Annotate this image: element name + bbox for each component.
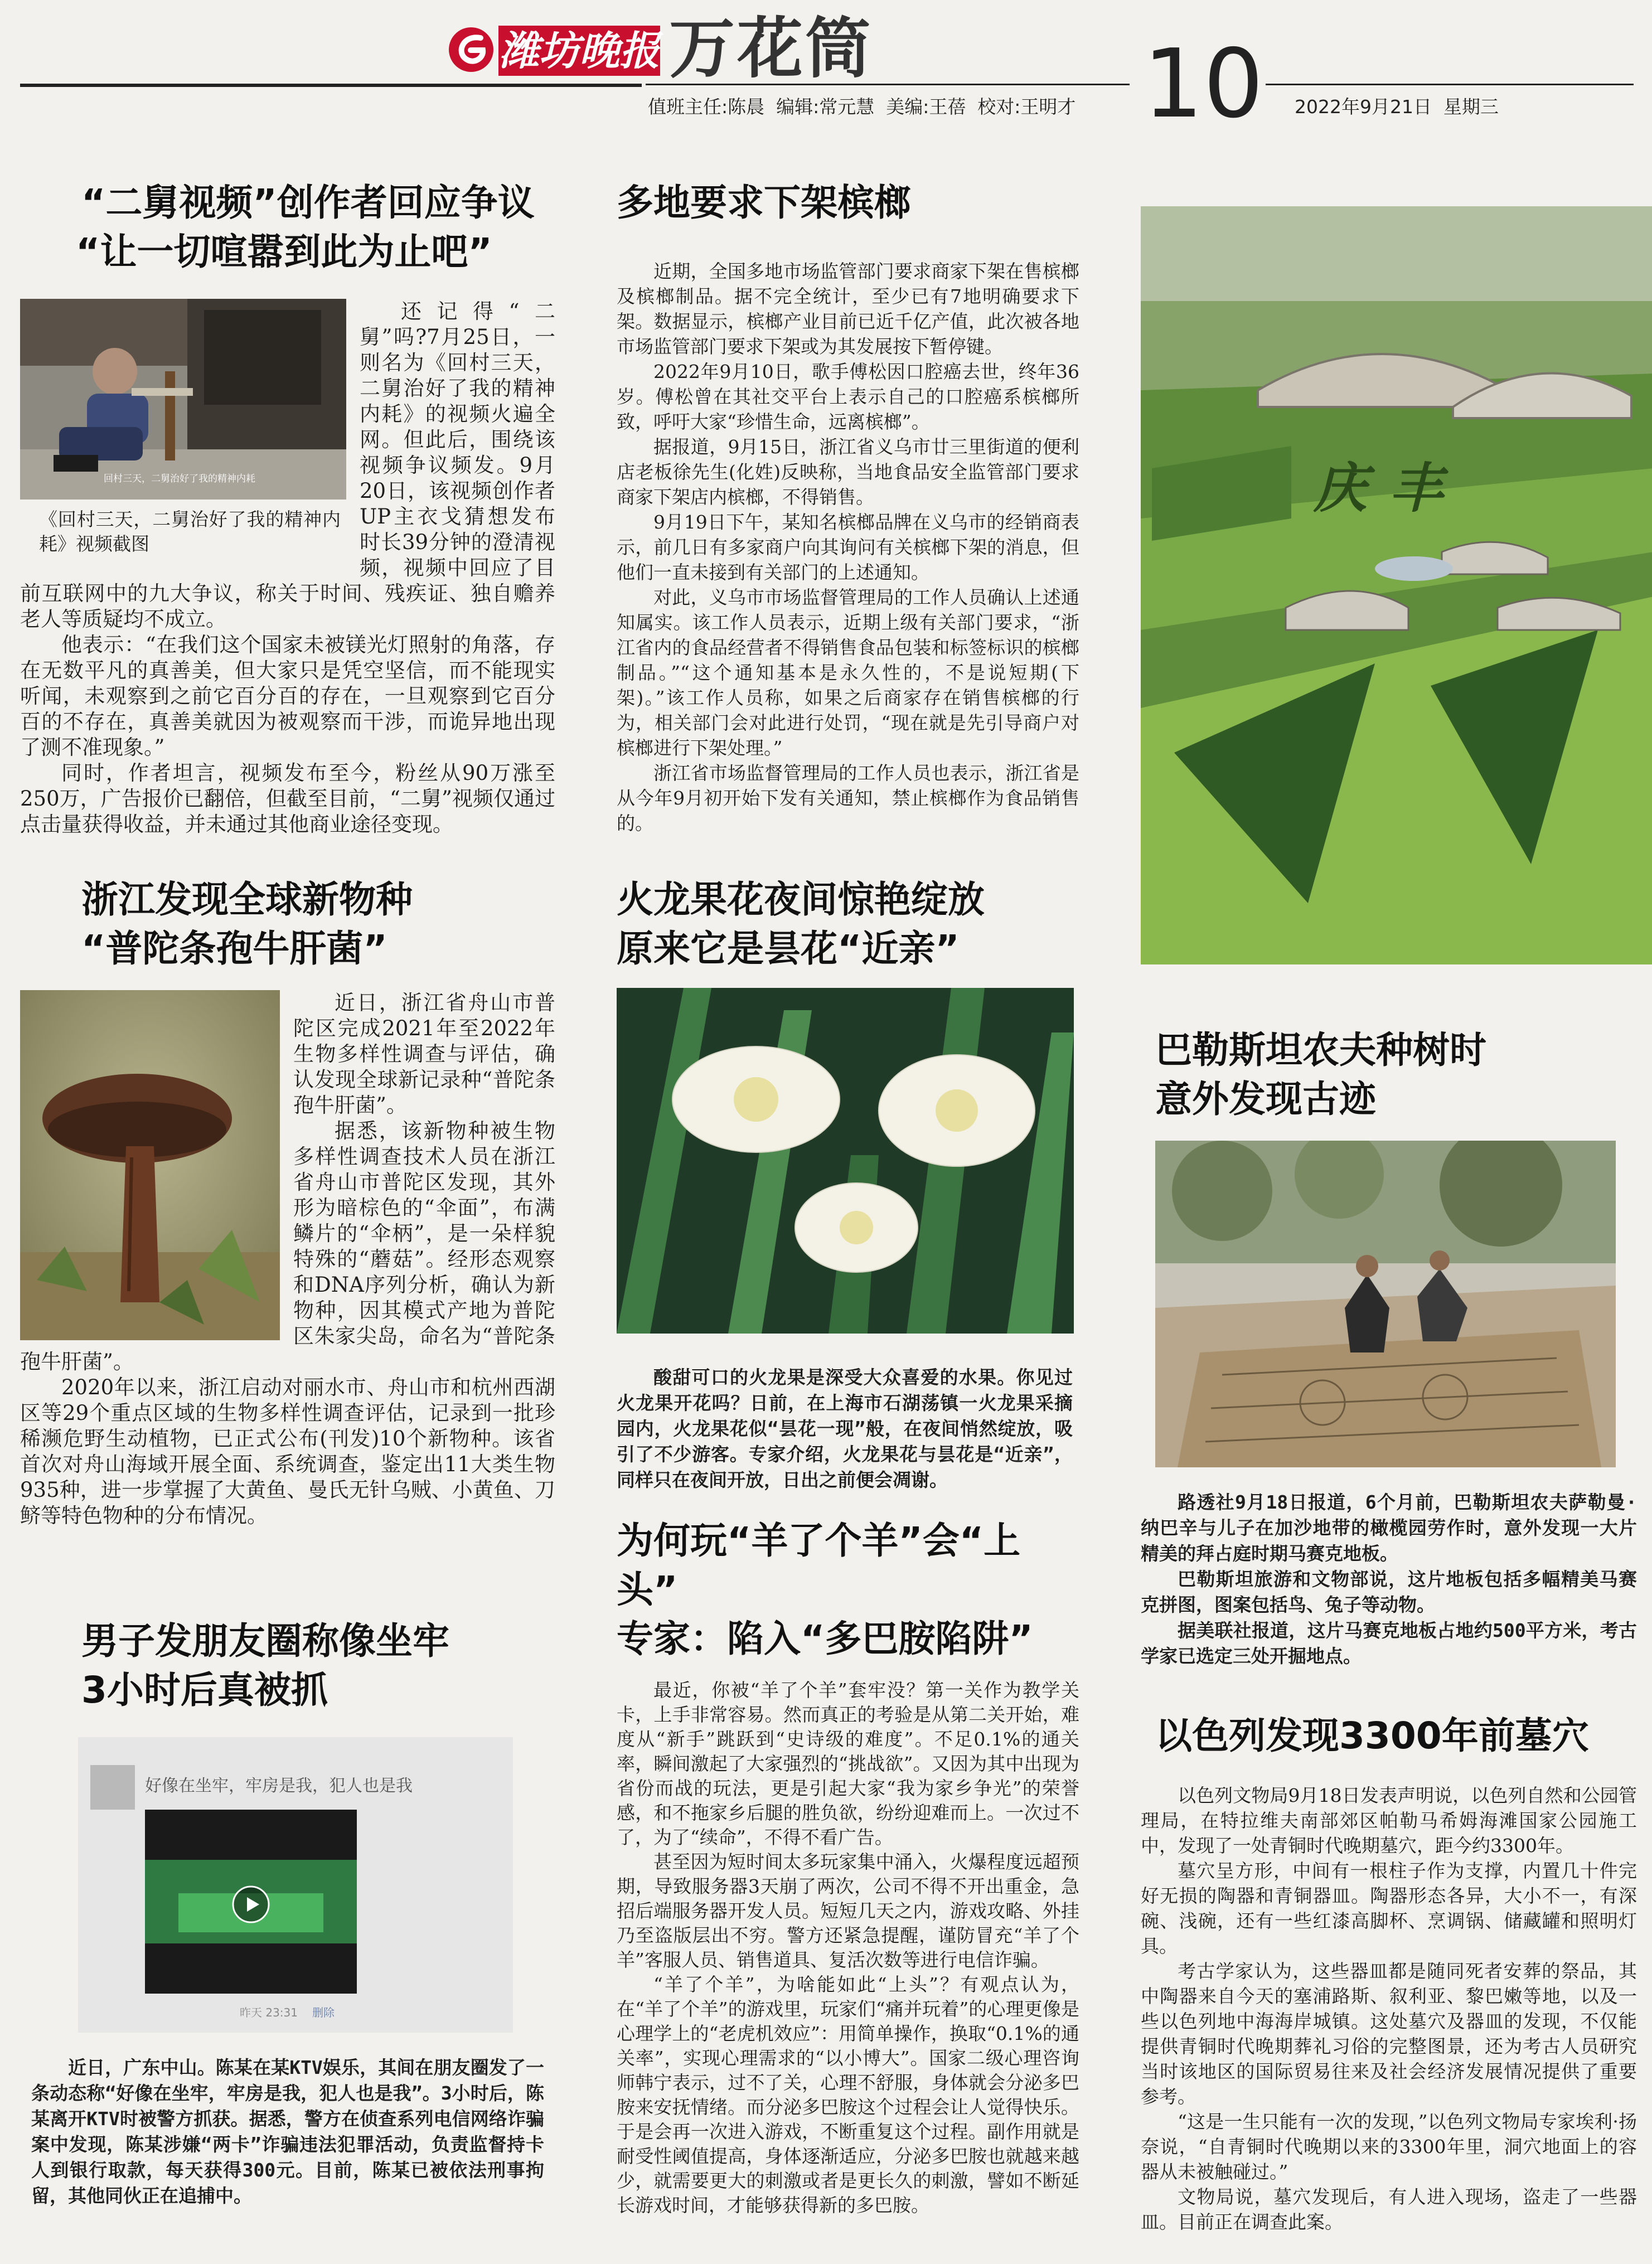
article-erjiu — [20, 178, 555, 837]
paragraph: 对此，义乌市市场监督管理局的工作人员确认上述通知属实。该工作人员表示，近期上级有关部门要求，“浙江省内的食品经营者不得销售食品包装和标签标识的槟榔制品。”“这个通知基本是永久性的，不是说短期(下架)。”该工作人员称，如果之后商家存在销售槟榔的行为，相关部门会对此进行处罚，“现在就是先引导商户对槟榔进行下架处理。” — [617, 586, 1079, 759]
paragraph: 2022年9月10日，歌手傅松因口腔癌去世，终年36岁。傅松曾在其社交平台上表示自己的口腔癌系槟榔所致，呼吁大家“珍惜生命，远离槟榔”。 — [617, 361, 1079, 433]
headline-line2: “让一切喧嚣到此为止吧” — [76, 230, 492, 273]
page-number: 10 — [1143, 29, 1264, 139]
paragraph: 以色列文物局9月18日发表声明说，以色列自然和公园管理局，在特拉维夫南部郊区帕勒马希姆海滩国家公园施工中，发现了一处青铜时代晚期墓穴，距今约3300年。 — [1141, 1785, 1637, 1856]
paragraph: 还记得“二舅”吗?7月25日，一则名为《回村三天，二舅治好了我的精神内耗》的视频火遍全网。但此后，围绕该视频争议频发。9月20日，该视频创作者UP主衣戈猜想发布时长39分钟的澄清视频，视频中回应了目前互联网中的九大争议，称关于时间、残疾证、独自赡养老人等质疑均不成立。 — [20, 299, 555, 631]
video-screenshot-figure — [20, 299, 346, 556]
headline-line2: 专家：陷入“多巴胺陷阱” — [617, 1617, 1033, 1660]
video-screenshot-photo — [20, 299, 346, 500]
aerial-field-photo — [1141, 206, 1652, 964]
paragraph: 墓穴呈方形，中间有一根柱子作为支撑，内置几十件完好无损的陶器和青铜器皿。陶器形态各异，大小不一，有深碗、浅碗，还有一些红漆高脚杯、烹调锅、储藏罐和照明灯具。 — [1141, 1860, 1637, 1957]
article-body — [1141, 1783, 1637, 2234]
paragraph: 酸甜可口的火龙果是深受大众喜爱的水果。你见过火龙果开花吗？日前，在上海市石湖荡镇一火龙果采摘园内，火龙果花似“昙花一现”般，在夜间悄然绽放，吸引了不少游客。专家介绍，火龙果花与昙花是“近亲”，同样只在夜间开放，日出之前便会凋谢。 — [617, 1366, 1073, 1491]
paper-logo-icon — [446, 25, 496, 75]
article-moments — [20, 1617, 555, 2209]
paragraph: 据美联社报道，这片马赛克地板占地约500平方米，考古学家已选定三处开掘地点。 — [1141, 1620, 1637, 1667]
paragraph: 巴勒斯坦旅游和文物部说，这片地板包括多幅精美马赛克拼图，图案包括鸟、兔子等动物。 — [1141, 1568, 1637, 1616]
article-pitaya-flower — [617, 875, 1079, 1493]
paragraph: 同时，作者坦言，视频发布至今，粉丝从90万涨至250万，广告报价已翻倍，但截至目前，“二舅”视频仅通过点击量获得收益，并未通过其他商业途径变现。 — [20, 761, 555, 836]
paragraph: 文物局说，墓穴发现后，有人进入现场，盗走了一些器皿。目前正在调查此案。 — [1141, 2186, 1637, 2233]
pitaya-flower-photo — [617, 988, 1074, 1334]
headline-line2: 3小时后真被抓 — [81, 1669, 328, 1712]
article-body — [20, 990, 555, 1529]
headline-line1: 为何玩“羊了个羊”会“上头” — [617, 1519, 1021, 1611]
mushroom-photo — [20, 990, 280, 1340]
article-body — [617, 1678, 1079, 2218]
paragraph: 他表示：“在我们这个国家未被镁光灯照射的角落，存在无数平凡的真善美，但大家只是凭空坚信，而不能现实听闻，未观察到之前它百分百的存在，一旦观察到它百分百的不存在，真善美就因为被观察而干涉，而诡异地出现了测不准现象。” — [20, 633, 555, 759]
field-text: 庆丰 — [1310, 457, 1478, 520]
header-rule-left — [20, 84, 642, 87]
video-watermark: 回村三天，二舅治好了我的精神内耗 — [104, 473, 255, 484]
article-mushroom — [20, 875, 555, 1529]
article-body — [20, 2055, 555, 2209]
article-body — [617, 259, 1079, 836]
article-sheep-game — [617, 1516, 1079, 2218]
paragraph: 路透社9月18日报道，6个月前，巴勒斯坦农夫萨勒曼·纳巴辛与儿子在加沙地带的橄榄园劳作时，意外发现一大片精美的拜占庭时期马赛克地板。 — [1141, 1491, 1637, 1564]
headline-line1: 火龙果花夜间惊艳绽放 — [617, 878, 985, 921]
post-time: 昨天 23:31 — [240, 2006, 298, 2019]
paper-name: 潍坊晚报 — [498, 26, 660, 76]
headline: 多地要求下架槟榔 — [617, 181, 911, 224]
mosaic-dig-photo — [1155, 1141, 1616, 1467]
paragraph: 近期，全国多地市场监管部门要求商家下架在售槟榔及槟榔制品。据不完全统计，至少已有7地明确要求下架。数据显示，槟榔产业目前已近千亿产值，此次被各地市场监管部门要求下架或为其发展按下暂停键。 — [617, 260, 1079, 357]
masthead — [0, 0, 1652, 139]
issue-date: 2022年9月21日 星期三 — [1295, 96, 1499, 118]
section-name: 万花筒 — [669, 10, 874, 87]
headline-line1: 浙江发现全球新物种 — [81, 878, 413, 921]
headline-line2: “普陀条孢牛肝菌” — [81, 927, 387, 970]
paragraph: 浙江省市场监督管理局的工作人员也表示，浙江省是从今年9月初开始下发有关通知，禁止槟榔作为食品销售的。 — [617, 762, 1079, 834]
delete-link[interactable]: 删除 — [312, 2006, 335, 2019]
paragraph: 近日，浙江省舟山市普陀区完成2021年至2022年生物多样性调查与评估，确认发现全球新记录种“普陀条孢牛肝菌”。 — [293, 991, 555, 1117]
paragraph: “这是一生只能有一次的发现，”以色列文物局专家埃利·扬奈说，“自青铜时代晚期以来的3300年里，洞穴地面上的容器从未被触碰过。” — [1141, 2111, 1637, 2183]
paragraph: 甚至因为短时间太多玩家集中涌入，火爆程度远超预期，导致服务器3天崩了两次，公司不得不开出重金，急招后端服务器开发人员。短短几天之内，游戏攻略、外挂乃至盗版层出不穷。警方还紧急提醒，谨防冒充“羊了个羊”客服人员、销售道具、复活次数等进行电信诈骗。 — [617, 1851, 1079, 1971]
article-body — [1141, 1490, 1637, 1669]
avatar — [90, 1765, 135, 1810]
photo-caption: 《回村三天，二舅治好了我的精神内耗》视频截图 — [39, 508, 341, 555]
article-israel-tomb — [1141, 1712, 1637, 2234]
article-betel-nut — [617, 178, 1079, 836]
video-thumbnail — [145, 1810, 357, 1994]
play-icon[interactable] — [231, 1885, 270, 1924]
headline-line1: 巴勒斯坦农夫种树时 — [1155, 1029, 1486, 1072]
article-palestine — [1141, 1026, 1637, 1669]
headline-line2: 意外发现古迹 — [1155, 1078, 1376, 1121]
headline: 以色列发现3300年前墓穴 — [1155, 1714, 1589, 1757]
headline-line1: “二舅视频”创作者回应争议 — [81, 181, 535, 224]
staff-line: 值班主任:陈晨 编辑:常元慧 美编:王蓓 校对:王明才 — [648, 96, 1076, 118]
phone-screenshot-photo — [78, 1737, 513, 2033]
paragraph: 最近，你被“羊了个羊”套牢没？第一关作为教学关卡，上手非常容易。然而真正的考验是从第二关开始，难度从“新手”跳跃到“史诗级的难度”。不足0.1%的通关率，瞬间激起了大家强烈的“挑战欲”。又因为其中出现为省份而战的玩法，更是引起大家“我为家乡争光”的荣誉感，和不拖家乡后腿的胜负欲，纷纷迎难而上。一次过不了，为了“续命”，不得不看广告。 — [617, 1679, 1079, 1848]
headline-line2: 原来它是昙花“近亲” — [617, 927, 960, 970]
paragraph: 9月19日下午，某知名槟榔品牌在义乌市的经销商表示，前几日有多家商户向其询问有关槟榔下架的消息，但他们一直未接到有关部门的上述通知。 — [617, 511, 1079, 583]
paragraph: “羊了个羊”，为啥能如此“上头”？有观点认为，在“羊了个羊”的游戏里，玩家们“痛并玩着”的心理更像是心理学上的“老虎机效应”：用简单操作，换取“0.1%的通关率”，实现心理需求的“以小博大”。国家二级心理咨询师韩宁表示，过不了关，心理不舒服，身体就会分泌多巴胺来安抚情绪。而分泌多巴胺这个过程会让人觉得快乐。于是会再一次进入游戏，不断重复这个过程。副作用就是耐受性阈值提高，身体逐渐适应，分泌多巴胺也就越来越少，就需要更大的刺激或者是更长久的刺激，譬如不断延长游戏时间，才能够获得新的多巴胺。 — [617, 1974, 1079, 2216]
article-body — [20, 299, 555, 837]
paragraph: 考古学家认为，这些器皿都是随同死者安葬的祭品，其中陶器来自今天的塞浦路斯、叙利亚、黎巴嫩等地，以及一些以色列地中海海岸城镇。这处墓穴及器皿的发现，不仅能提供青铜时代晚期葬礼习俗的完整图景，还为考古人员研究当时该地区的国际贸易往来及社会经济发展情况提供了重要参考。 — [1141, 1960, 1637, 2107]
post-text: 好像在坐牢，牢房是我，犯人也是我 — [145, 1776, 413, 1796]
paragraph: 2020年以来，浙江启动对丽水市、舟山市和杭州西湖区等29个重点区域的生物多样性调查评估，记录到一批珍稀濒危野生动植物，已正式公布(刊发)10个新物种。该省首次对舟山海域开展全面、系统调查，鉴定出11大类生物935种，进一步掌握了大黄鱼、曼氏无针乌贼、小黄鱼、刀鲚等特色物种的分布情况。 — [20, 1375, 555, 1528]
paragraph: 据报道，9月15日，浙江省义乌市廿三里街道的便利店老板徐先生(化姓)反映称，当地食品安全监管部门要求商家下架店内槟榔，不得销售。 — [617, 436, 1079, 508]
paragraph: 据悉，该新物种被生物多样性调查技术人员在浙江省舟山市普陀区发现，其外形为暗棕色的“伞面”，布满鳞片的“伞柄”，是一朵样貌特殊的“蘑菇”。经形态观察和DNA序列分析，确认为新物种，因其模式产地为普陀区朱家尖岛，命名为“普陀条孢牛肝菌”。 — [20, 1119, 555, 1374]
headline-line1: 男子发朋友圈称像坐牢 — [81, 1620, 449, 1662]
header-rule-far — [1266, 84, 1634, 85]
paragraph: 近日，广东中山。陈某在某KTV娱乐，其间在朋友圈发了一条动态称“好像在坐牢，牢房是我，犯人也是我”。3小时后，陈某离开KTV时被警方抓获。据悉，警方在侦查系列电信网络诈骗案中发现，陈某涉嫌“两卡”诈骗违法犯罪活动，负责监督持卡人到银行取款，每天获得300元。目前，陈某已被依法刑事拘留，其他同伙正在追捕中。 — [31, 2057, 544, 2207]
article-body — [617, 1365, 1079, 1493]
